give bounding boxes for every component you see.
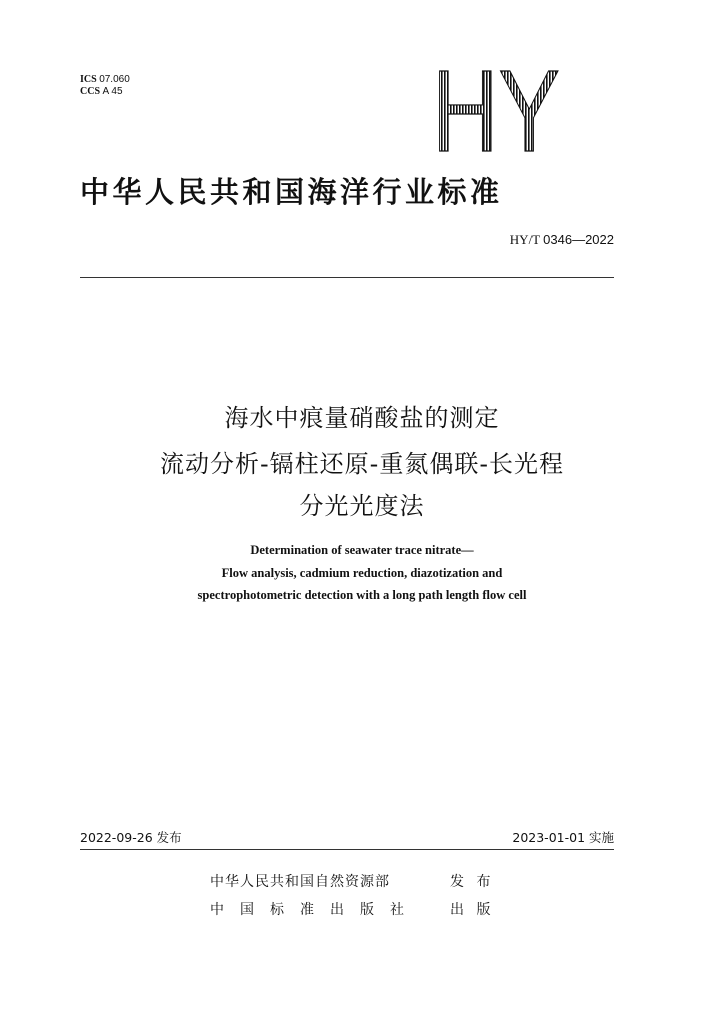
hy-logo-text: HY [432,46,560,176]
title-cn-line1: 海水中痕量硝酸盐的测定 [224,404,500,432]
issue-date: 2022-09-26 发布 [80,830,182,845]
publisher-role: 出 版 [450,902,495,918]
ics-value: 07.060 [99,74,130,85]
standard-code: 0346—2022 [543,232,614,247]
bottom-divider [80,849,614,850]
implementation-date: 2023-01-01 实施 [512,830,614,845]
title-cn-line3: 分光光度法 [299,492,425,520]
title-en-line3: spectrophotometric detection with a long path length flow cell [197,588,527,602]
standard-category: 中华人民共和国海洋行业标准 [80,175,503,209]
title-cn-line2: 流动分析-镉柱还原-重氮偶联-长光程 [160,450,564,478]
standard-number [510,232,614,248]
standard-prefix: HY/T [509,232,540,247]
issuer-name: 中华人民共和国自然资源部 [210,874,390,890]
ics-code [80,74,130,86]
issuer-role: 发 布 [450,874,495,890]
publisher-name: 中国标准出版社 [210,902,420,918]
ccs-value: A 45 [102,86,123,97]
ccs-label: CCS [80,86,101,97]
top-divider [80,277,614,278]
ccs-code [80,86,123,98]
hy-logo [432,46,562,176]
title-en-line1: Determination of seawater trace nitrate— [250,543,474,557]
title-en-line2: Flow analysis, cadmium reduction, diazotization and [221,566,503,580]
ics-label: ICS [80,74,97,85]
